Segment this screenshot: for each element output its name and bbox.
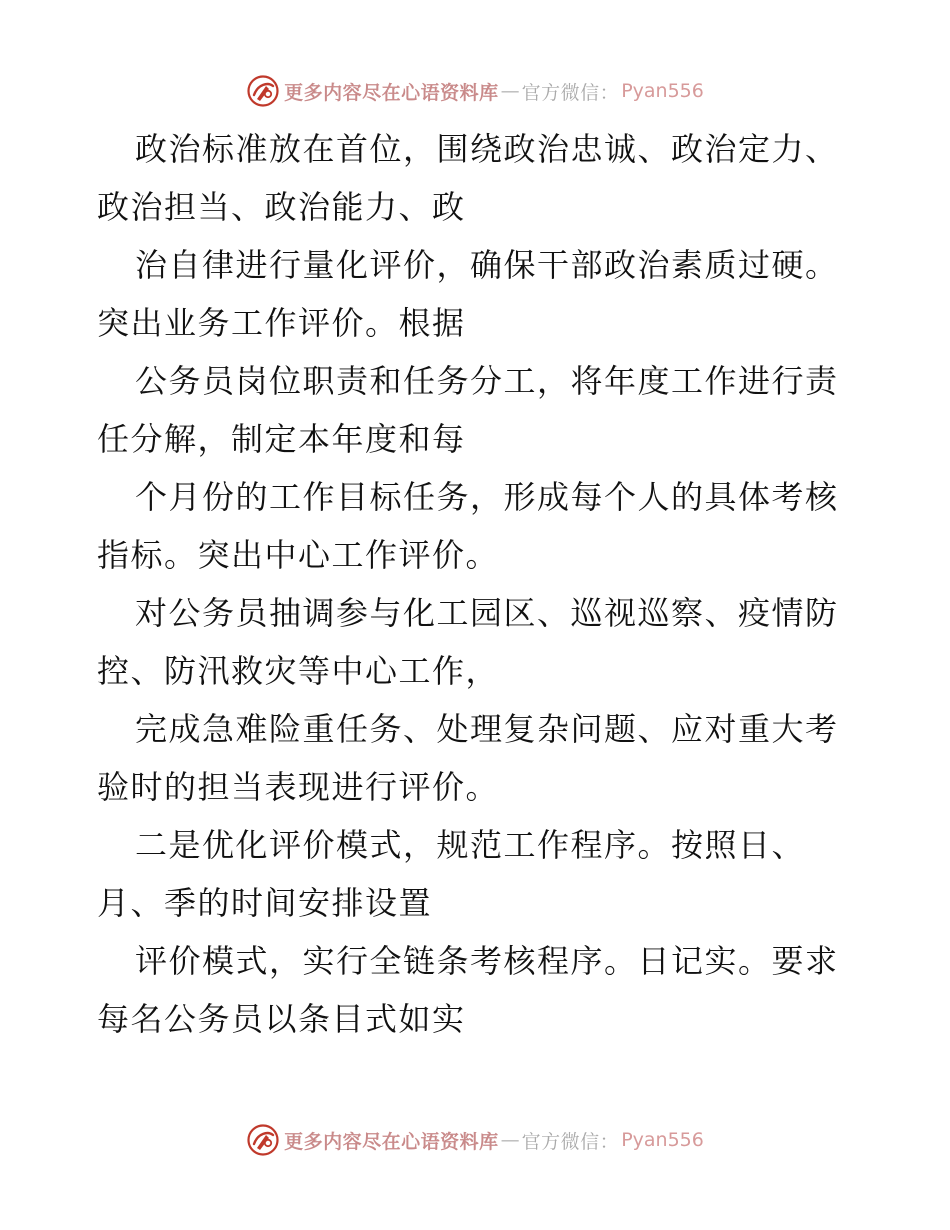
paragraph (97, 816, 857, 932)
paragraph (97, 468, 857, 584)
paragraph-line: 完成急难险重任务、处理复杂问题、应对重大考 (135, 710, 839, 748)
banner-site-text: 更多内容尽在心语资料库 (284, 1130, 499, 1153)
paragraph-line: 指标。突出中心工作评价。 (97, 536, 500, 574)
document-body (97, 120, 857, 1048)
header-banner (0, 73, 950, 109)
paragraph (97, 700, 857, 816)
paragraph-line: 验时的担当表现进行评价。 (97, 768, 500, 806)
brand-logo-icon (246, 74, 280, 108)
brand-logo-icon (246, 1123, 280, 1157)
paragraph (97, 352, 857, 468)
paragraph-line: 个月份的工作目标任务，形成每个人的具体考核 (135, 478, 839, 516)
banner-wechat-label: 官方微信： (521, 81, 620, 104)
paragraph-line: 二是优化评价模式，规范工作程序。按照日、 (135, 826, 806, 864)
paragraph-line: 政治标准放在首位，围绕政治忠诚、政治定力、 (135, 130, 839, 168)
paragraph-line: 每名公务员以条目式如实 (97, 1000, 466, 1038)
banner-wechat-id: Pyan556 (621, 1129, 704, 1151)
paragraph-line: 月、季的时间安排设置 (97, 884, 433, 922)
banner-separator: — (500, 1129, 520, 1151)
footer-banner (0, 1122, 950, 1158)
banner-wechat-label: 官方微信： (521, 1130, 620, 1153)
paragraph-line: 公务员岗位职责和任务分工，将年度工作进行责 (135, 362, 839, 400)
paragraph (97, 236, 857, 352)
paragraph (97, 932, 857, 1048)
banner-site-text: 更多内容尽在心语资料库 (284, 81, 499, 104)
paragraph-line: 治自律进行量化评价，确保干部政治素质过硬。 (135, 246, 839, 284)
paragraph (97, 584, 857, 700)
paragraph-line: 突出业务工作评价。根据 (97, 304, 466, 342)
paragraph-line: 政治担当、政治能力、政 (97, 188, 466, 226)
paragraph-line: 对公务员抽调参与化工园区、巡视巡察、疫情防 (135, 594, 839, 632)
paragraph (97, 120, 857, 236)
banner-separator: — (500, 80, 520, 102)
paragraph-line: 控、防汛救灾等中心工作， (97, 652, 500, 690)
paragraph-line: 评价模式，实行全链条考核程序。日记实。要求 (135, 942, 839, 980)
paragraph-line: 任分解，制定本年度和每 (97, 420, 466, 458)
banner-wechat-id: Pyan556 (621, 80, 704, 102)
